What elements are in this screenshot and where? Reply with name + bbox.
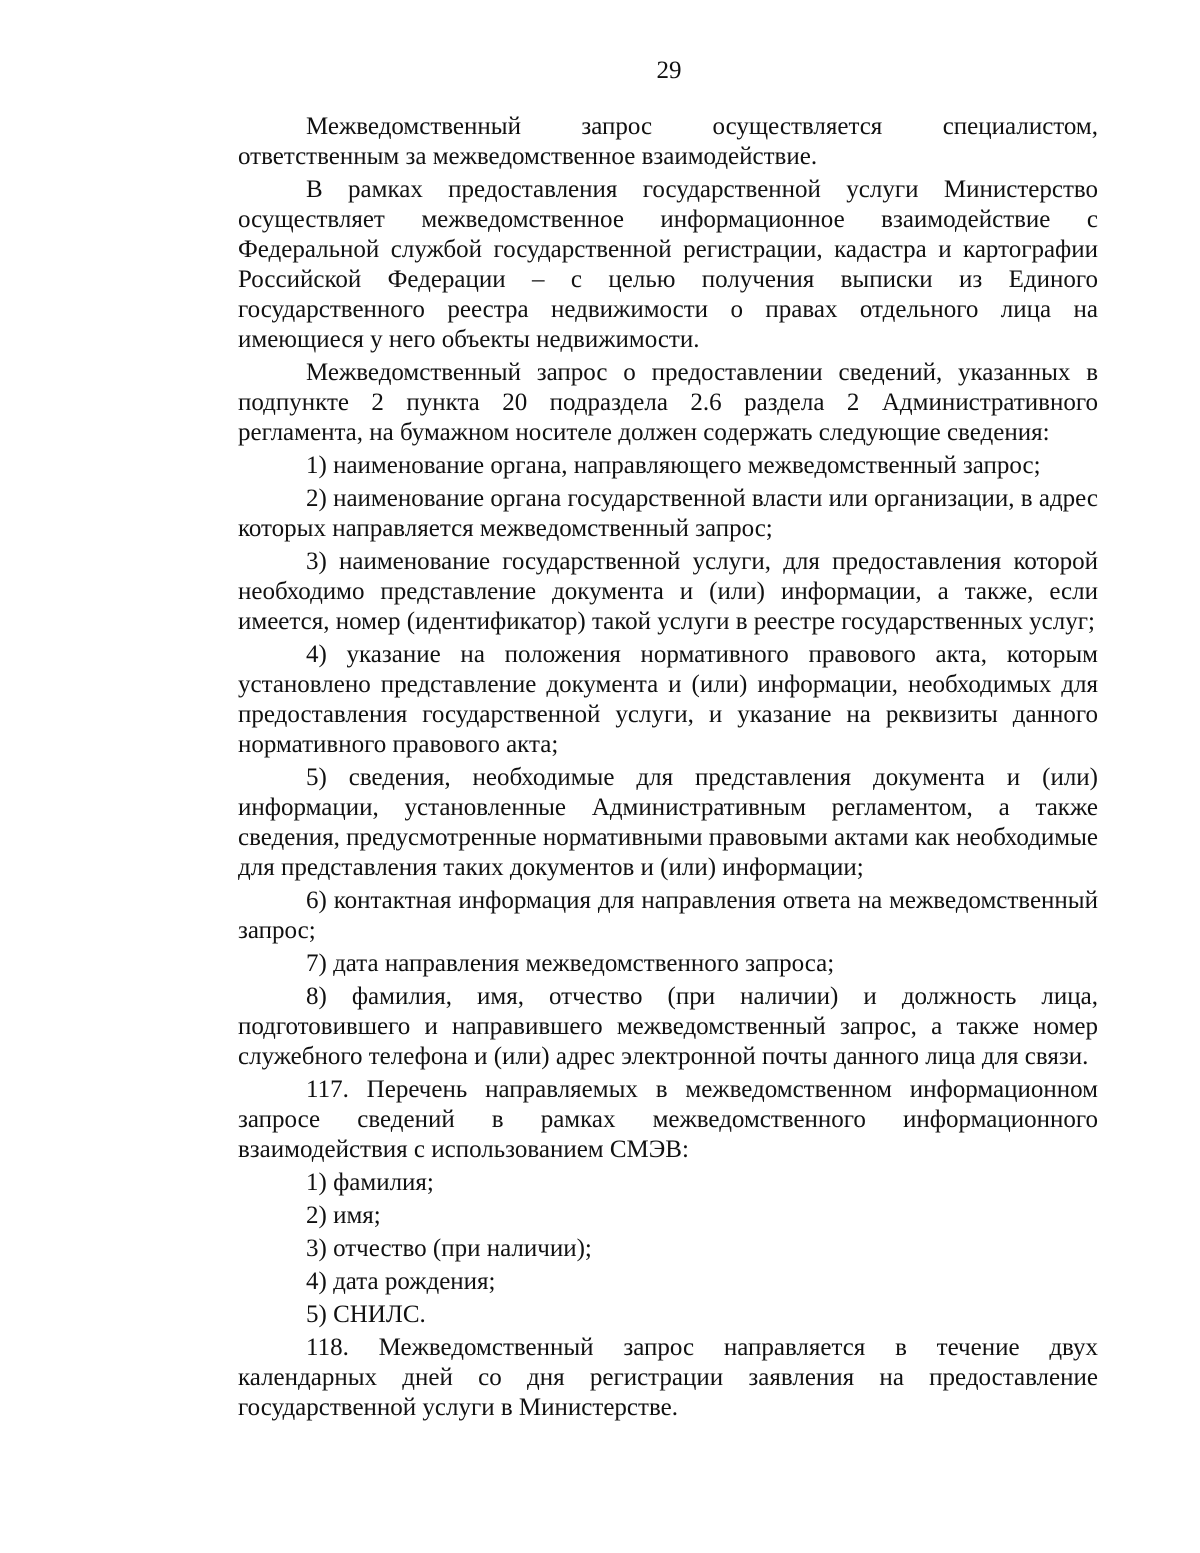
list-item-8: 8) фамилия, имя, отчество (при наличии) и должность лица, подготовившего и направившего межведомственный запрос, а также номер служебного телефона и (или) адрес электронной почты данного лица для связи. <box>238 983 1098 1070</box>
section-118-paragraph: 118. Межведомственный запрос направляется в течение двух календарных дней со дня регистрации заявления на предоставление государственной услуги в Министерстве. <box>238 1334 1098 1421</box>
smev-item-5: 5) СНИЛС. <box>306 1301 426 1328</box>
document-body <box>238 112 1098 1423</box>
list-item-6: 6) контактная информация для направления ответа на межведомственный запрос; <box>238 887 1098 944</box>
smev-item-1: 1) фамилия; <box>306 1169 434 1196</box>
smev-item-2: 2) имя; <box>306 1202 381 1229</box>
section-117-heading: 117. Перечень направляемых в межведомственном информационном запросе сведений в рамках межведомственного информационного взаимодействия с использованием СМЭВ: <box>238 1076 1098 1163</box>
list-item-7: 7) дата направления межведомственного запроса; <box>306 950 835 977</box>
list-item-5: 5) сведения, необходимые для представления документа и (или) информации, установленные Административным регламентом, а также сведения, предусмотренные нормативными правовыми актами как необходимые для представления таких документов и (или) информации; <box>238 764 1098 881</box>
list-item-2: 2) наименование органа государственной власти или организации, в адрес которых направляется межведомственный запрос; <box>238 485 1098 542</box>
paragraph-paper-request-contents: Межведомственный запрос о предоставлении сведений, указанных в подпункте 2 пункта 20 подраздела 2.6 раздела 2 Административного регламента, на бумажном носителе должен содержать следующие сведения: <box>238 359 1098 446</box>
page-number: 29 <box>656 57 682 84</box>
list-item-4: 4) указание на положения нормативного правового акта, которым установлено представление документа и (или) информации, необходимых для предоставления государственной услуги, и указание на реквизиты данного нормативного правового акта; <box>238 641 1098 758</box>
list-item-1: 1) наименование органа, направляющего межведомственный запрос; <box>306 452 1041 479</box>
list-item-3: 3) наименование государственной услуги, для предоставления которой необходимо представление документа и (или) информации, а также, если имеется, номер (идентификатор) такой услуги в реестре государственных услуг; <box>238 548 1098 635</box>
paragraph-interagency-request-specialist: Межведомственный запрос осуществляется специалистом, ответственным за межведомственное взаимодействие. <box>238 113 1098 170</box>
paragraph-interaction-rosreestr: В рамках предоставления государственной услуги Министерство осуществляет межведомственное информационное взаимодействие с Федеральной службой государственной регистрации, кадастра и картографии Российской Федерации – с целью получения выписки из Единого государственного реестра недвижимости о правах отдельного лица на имеющиеся у него объекты недвижимости. <box>238 176 1098 353</box>
smev-item-3: 3) отчество (при наличии); <box>306 1235 592 1262</box>
smev-item-4: 4) дата рождения; <box>306 1268 496 1295</box>
